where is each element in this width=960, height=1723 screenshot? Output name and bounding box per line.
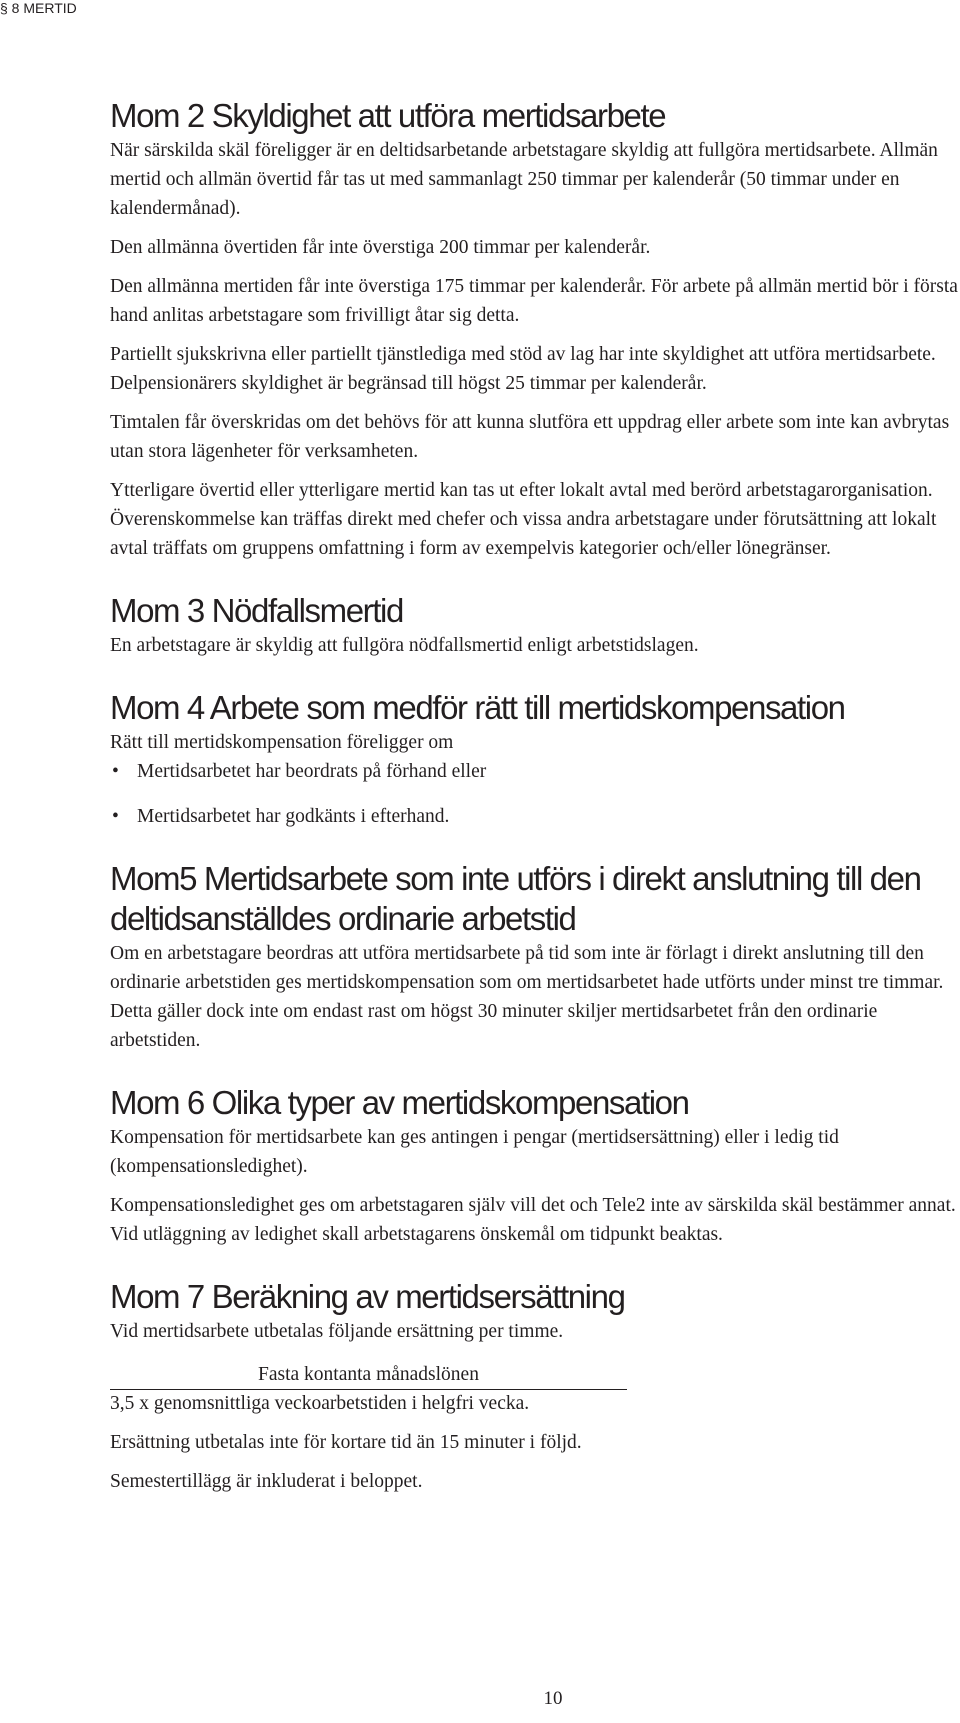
document-body bbox=[110, 96, 960, 1496]
heading-mom-6: Mom 6 Olika typer av mertidskompensation bbox=[110, 1084, 689, 1121]
bullet-list bbox=[110, 757, 960, 831]
list-item: • Mertidsarbetet har beordrats på förhand eller bbox=[110, 757, 960, 786]
paragraph: Semestertillägg är inkluderat i beloppet. bbox=[110, 1471, 423, 1492]
section-mom-7 bbox=[110, 1277, 960, 1496]
section-mom-3 bbox=[110, 591, 960, 660]
heading-mom-2: Mom 2 Skyldighet att utföra mertidsarbete bbox=[110, 97, 666, 134]
paragraph: Kompensationsledighet ges om arbetstagaren själv vill det och Tele2 inte av särskilda skäl bestämmer annat. Vid utläggning av ledighet skall arbetstagarens önskemål om tidpunkt beaktas. bbox=[110, 1195, 956, 1245]
formula-denominator: 3,5 x genomsnittliga veckoarbetstiden i helgfri vecka. bbox=[110, 1393, 530, 1414]
paragraph: Den allmänna mertiden får inte överstiga 175 timmar per kalenderår. För arbete på allmän mertid bör i första hand anlitas arbetstagare som frivilligt åtar sig detta. bbox=[110, 276, 958, 326]
section-mom-2 bbox=[110, 96, 960, 563]
section-mom-6 bbox=[110, 1083, 960, 1249]
heading-mom-5: Mom5 Mertidsarbete som inte utförs i direkt anslutning till den deltidsanställdes ordinarie arbetstid bbox=[110, 860, 921, 937]
section-mom-5 bbox=[110, 859, 960, 1055]
paragraph: Ytterligare övertid eller ytterligare mertid kan tas ut efter lokalt avtal med berörd arbetstagarorganisation. Överenskommelse kan träffas direkt med chefer och vissa andra arbetstagare under förutsättning att lokalt avtal träffats om gruppens omfattning i form av exempelvis kategorier och/eller lönegränser. bbox=[110, 480, 937, 559]
paragraph: Om en arbetstagare beordras att utföra mertidsarbete på tid som inte är förlagt i direkt anslutning till den ordinarie arbetstiden ges mertidskompensation som om mertidsarbetet hade utförts under minst tre timmar. Detta gäller dock inte om endast rast om högst 30 minuter skiljer mertidsarbetet från den ordinarie arbetstiden. bbox=[110, 943, 944, 1051]
heading-mom-7: Mom 7 Beräkning av mertidsersättning bbox=[110, 1278, 625, 1315]
paragraph: När särskilda skäl föreligger är en deltidsarbetande arbetstagare skyldig att fullgöra mertidsarbete. Allmän mertid och allmän övertid får tas ut med sammanlagt 250 timmar per kalenderår (50 timmar under en kalendermånad). bbox=[110, 140, 938, 219]
section-mom-4 bbox=[110, 688, 960, 831]
heading-mom-3: Mom 3 Nödfallsmertid bbox=[110, 592, 403, 629]
compensation-formula bbox=[110, 1362, 627, 1418]
paragraph: En arbetstagare är skyldig att fullgöra nödfallsmertid enligt arbetstidslagen. bbox=[110, 635, 699, 656]
section-label: § 8 MERTID bbox=[0, 0, 77, 16]
paragraph: Vid mertidsarbete utbetalas följande ersättning per timme. bbox=[110, 1321, 564, 1342]
heading-mom-4: Mom 4 Arbete som medför rätt till mertidskompensation bbox=[110, 689, 845, 726]
paragraph: Timtalen får överskridas om det behövs för att kunna slutföra ett uppdrag eller arbete som inte kan avbrytas utan stora lägenheter för verksamheten. bbox=[110, 412, 950, 462]
paragraph: Rätt till mertidskompensation föreligger om bbox=[110, 732, 454, 753]
paragraph: Kompensation för mertidsarbete kan ges antingen i pengar (mertidsersättning) eller i ledig tid (kompensationsledighet). bbox=[110, 1127, 839, 1177]
paragraph: Partiellt sjukskrivna eller partiellt tjänstlediga med stöd av lag har inte skyldighet att utföra mertidsarbete. Delpensionärers skyldighet är begränsad till högst 25 timmar per kalenderår. bbox=[110, 344, 936, 394]
list-item: • Mertidsarbetet har godkänts i efterhand. bbox=[110, 802, 960, 831]
paragraph: Den allmänna övertiden får inte överstiga 200 timmar per kalenderår. bbox=[110, 237, 651, 258]
page-number: 10 bbox=[543, 1688, 563, 1709]
formula-numerator: Fasta kontanta månadslönen bbox=[110, 1362, 627, 1390]
paragraph: Ersättning utbetalas inte för kortare tid än 15 minuter i följd. bbox=[110, 1432, 582, 1453]
